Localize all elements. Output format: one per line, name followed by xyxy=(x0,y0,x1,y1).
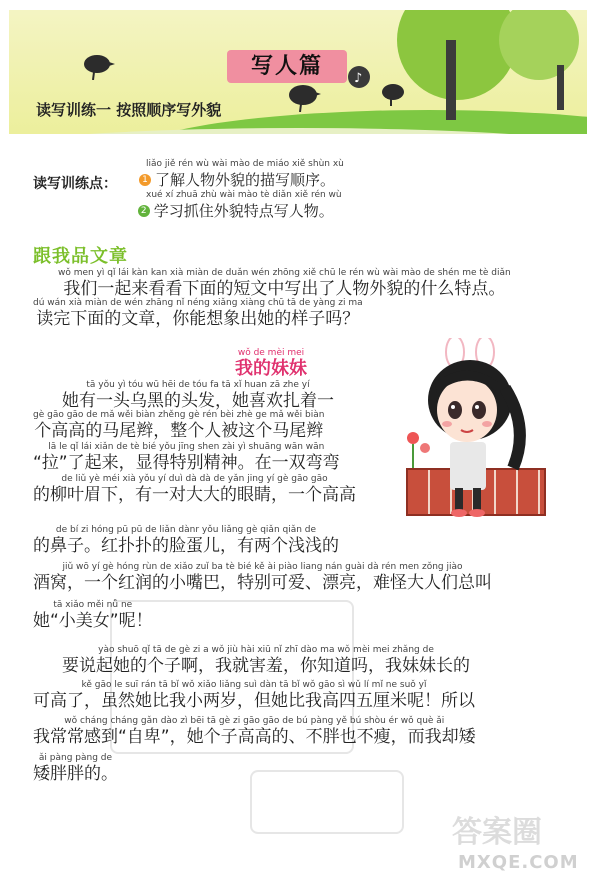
pinyin: xué xí zhuā zhù wài mào tè diǎn xiě rén wù xyxy=(146,190,342,200)
pinyin: de bí zi hóng pū pū de liǎn dànr yǒu liǎng gè qiǎn qiǎn de xyxy=(55,525,317,535)
faint-cart-drawing xyxy=(250,770,404,834)
story-line xyxy=(62,645,470,677)
story-text: 矮胖胖的。 xyxy=(33,764,118,784)
chapter-title: 写人篇 xyxy=(227,50,347,83)
girl-illustration xyxy=(395,338,545,528)
point-text: 学习抓住外貌特点写人物。 xyxy=(153,202,334,220)
story-text: 的鼻子。红扑扑的脸蛋儿，有两个浅浅的 xyxy=(33,536,339,556)
story-text: 酒窝，一个红润的小嘴巴，特别可爱、漂亮，难怪大人们总叫 xyxy=(33,573,492,593)
pinyin: jiǔ wō yí gè hóng rùn de xiǎo zuǐ ba tè bié kě ài piào liang nán guài dà rén men zǒng jiào xyxy=(62,562,463,572)
number-badge: 1 xyxy=(139,174,151,186)
bird-icon xyxy=(285,82,321,112)
story-line xyxy=(33,442,340,474)
story-text: “拉”了起来，显得特别精神。在一双弯弯 xyxy=(33,453,340,473)
pinyin: wǒ de mèi mei xyxy=(237,348,305,358)
story-title xyxy=(235,348,307,380)
pinyin: de liǔ yè méi xià yǒu yí duì dà dà de yǎn jing yí gè gāo gāo xyxy=(61,474,328,484)
number-badge: 2 xyxy=(138,205,150,217)
story-text: 要说起她的个子啊，我就害羞，你知道吗，我妹妹长的 xyxy=(62,656,470,676)
bird-icon xyxy=(79,52,115,80)
tree-trunk xyxy=(557,65,564,110)
story-text: 她有一头乌黑的头发，她喜欢扎着一 xyxy=(62,391,334,411)
intro-text: 我们一起来看看下面的短文中写出了人物外貌的什么特点。 xyxy=(63,279,506,299)
pinyin: gè gāo gāo de mǎ wěi biàn zhěng gè rén bèi zhè ge mǎ wěi biàn xyxy=(33,410,325,420)
pinyin: dú wán xià miàn de wén zhāng nǐ néng xiǎng xiàng chū tā de yàng zi ma xyxy=(33,298,363,308)
story-text: 的柳叶眉下，有一对大大的眼睛，一个高高 xyxy=(33,485,356,505)
story-line xyxy=(33,600,153,632)
training-point-1 xyxy=(130,159,344,191)
tree-icon xyxy=(499,10,579,80)
watermark-site: MXQE.COM xyxy=(458,852,579,873)
pinyin: tā xiǎo měi nǚ ne xyxy=(53,600,133,610)
pinyin: kě gāo le suī rán tā bǐ wǒ xiǎo liǎng suì dàn tā bǐ wǒ gāo sì wǔ lí mǐ ne suǒ yǐ xyxy=(81,680,427,690)
story-line xyxy=(33,680,475,712)
story-line xyxy=(33,410,324,442)
pinyin: wǒ men yì qǐ lái kàn kan xià miàn de duǎn wén zhōng xiě chū le rén wù wài mào de shén me tè diǎn xyxy=(58,268,511,278)
intro-text: 读完下面的文章，你能想象出她的样子吗？ xyxy=(36,309,360,329)
story-line xyxy=(33,716,476,748)
pinyin: yào shuō qǐ tā de gè zi a wǒ jiù hài xiū nǐ zhī dào ma wǒ mèi mei zhǎng de xyxy=(98,645,434,655)
story-line xyxy=(62,380,334,412)
watermark-logo: 答案圈 xyxy=(452,815,542,850)
pinyin: wǒ cháng cháng gǎn dào zì bēi tā gè zi gāo gāo de bú pàng yě bú shòu ér wǒ què ǎi xyxy=(64,716,445,726)
svg-text:♪: ♪ xyxy=(354,71,363,86)
story-line xyxy=(33,753,118,785)
story-text: 个高高的马尾辫，整个人被这个马尾辫 xyxy=(34,421,324,441)
story-text: 可高了，虽然她比我小两岁，但她比我高四五厘米呢！所以 xyxy=(33,691,475,711)
pinyin: tā yǒu yì tóu wū hēi de tóu fa tā xǐ huan zā zhe yí xyxy=(86,380,310,390)
point-text: 了解人物外貌的描写顺序。 xyxy=(154,171,335,189)
training-points-label: 读写训练点： xyxy=(33,176,117,192)
intro-line xyxy=(58,268,511,300)
pinyin: lā le qǐ lái xiǎn de tè bié yǒu jīng shen zài yì shuāng wān wān xyxy=(48,442,325,452)
section-title: 跟我品文章 xyxy=(33,246,128,267)
story-line xyxy=(33,525,339,557)
tree-trunk xyxy=(446,40,456,120)
story-text: 她“小美女”呢！ xyxy=(33,611,153,631)
tree-icon xyxy=(397,10,517,100)
story-text: 我常常感到“自卑”，她个子高高的、不胖也不瘦，而我却矮 xyxy=(33,727,476,747)
lesson-subtitle: 读写训练一 按照顺序写外貌 xyxy=(36,101,222,119)
header-banner xyxy=(9,10,587,134)
pinyin: ǎi pàng pàng de xyxy=(38,753,113,763)
story-title-text: 我的妹妹 xyxy=(235,358,307,379)
training-point-2 xyxy=(130,190,342,222)
pinyin: liǎo jiě rén wù wài mào de miáo xiě shùn xù xyxy=(146,159,344,169)
story-line xyxy=(33,562,492,594)
story-line xyxy=(33,474,356,506)
music-note-icon xyxy=(347,65,371,89)
bird-icon xyxy=(379,82,407,106)
intro-line xyxy=(33,298,363,330)
